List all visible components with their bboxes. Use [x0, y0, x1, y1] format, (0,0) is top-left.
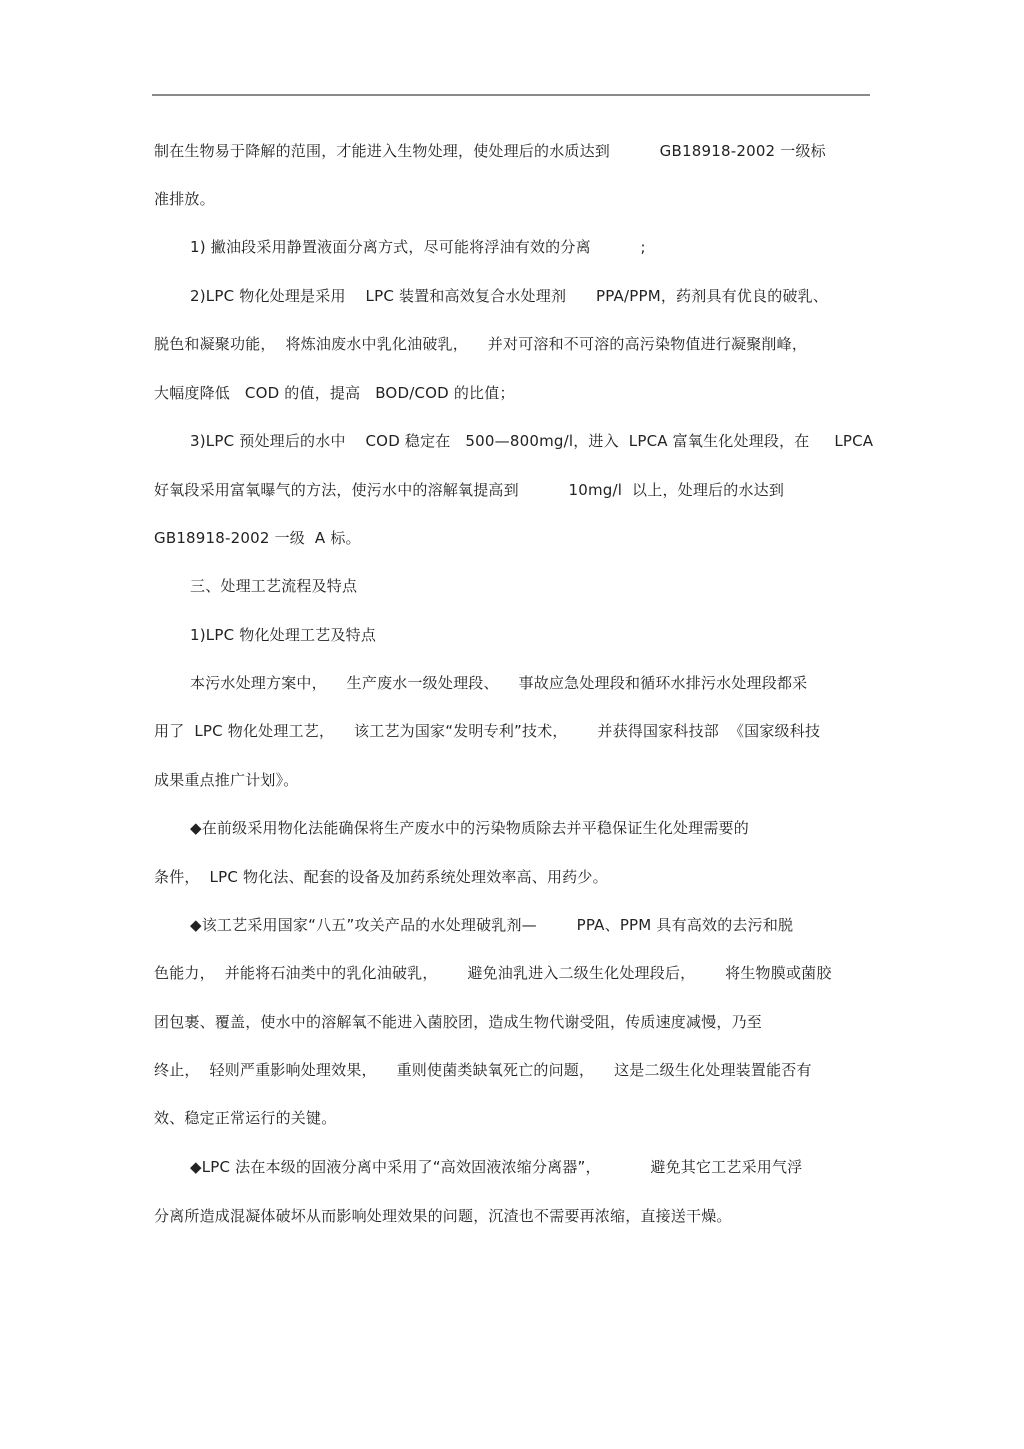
text-line-20: 终止， 轻则严重影响处理效果， 重则使菌类缺氧死亡的问题， 这是二级生化处理装置能否有	[154, 1061, 812, 1079]
text-line-7: 3)LPC 预处理后的水中 COD 稳定在 500—800mg/l，进入 LPCA 富氧生化处理段，在 LPCA	[190, 432, 874, 450]
text-line-16: 条件， LPC 物化法、配套的设备及加药系统处理效率高、用药少。	[154, 868, 608, 886]
text-line-3: 1) 撇油段采用静置液面分离方式，尽可能将浮油有效的分离 ;	[190, 238, 646, 256]
header-rule	[152, 94, 870, 96]
text-line-4: 2)LPC 物化处理是采用 LPC 装置和高效复合水处理剂 PPA/PPM，药剂具有优良的破乳、	[190, 287, 829, 305]
text-line-13: 用了 LPC 物化处理工艺， 该工艺为国家“发明专利”技术， 并获得国家科技部 《国家级科技	[154, 722, 821, 740]
text-line-12: 本污水处理方案中， 生产废水一级处理段、 事故应急处理段和循环水排污水处理段都采	[190, 674, 808, 692]
text-line-9: GB18918-2002 一级 A 标。	[154, 529, 361, 547]
text-line-21: 效、稳定正常运行的关键。	[154, 1109, 337, 1127]
section-heading: 三、处理工艺流程及特点	[190, 577, 358, 595]
text-line-23: 分离所造成混凝体破坏从而影响处理效果的问题，沉渣也不需要再浓缩，直接送干燥。	[154, 1207, 732, 1225]
bullet-line-2: ◆该工艺采用国家“八五”攻关产品的水处理破乳剂— PPA、PPM 具有高效的去污和脱	[190, 916, 794, 934]
text-line-8: 好氧段采用富氧曝气的方法，使污水中的溶解氧提高到 10mg/l 以上，处理后的水达到	[154, 481, 785, 499]
text-line-6: 大幅度降低 COD 的值，提高 BOD/COD 的比值；	[154, 384, 515, 402]
subsection-heading: 1)LPC 物化处理工艺及特点	[190, 626, 377, 644]
text-line-1: 制在生物易于降解的范围，才能进入生物处理，使处理后的水质达到 GB18918-2002 一级标	[154, 142, 826, 160]
text-line-5: 脱色和凝聚功能， 将炼油废水中乳化油破乳， 并对可溶和不可溶的高污染物值进行凝聚削峰，	[154, 335, 808, 353]
text-line-2: 准排放。	[154, 190, 215, 208]
text-line-18: 色能力， 并能将石油类中的乳化油破乳， 避免油乳进入二级生化处理段后， 将生物膜或菌胶	[154, 964, 832, 982]
text-line-14: 成果重点推广计划》。	[154, 771, 299, 789]
bullet-line-3: ◆LPC 法在本级的固液分离中采用了“高效固液浓缩分离器”， 避免其它工艺采用气浮	[190, 1158, 803, 1176]
text-line-19: 团包裹、覆盖，使水中的溶解氧不能进入菌胶团，造成生物代谢受阻，传质速度减慢，乃至	[154, 1013, 763, 1031]
bullet-line-1: ◆在前级采用物化法能确保将生产废水中的污染物质除去并平稳保证生化处理需要的	[190, 819, 749, 837]
